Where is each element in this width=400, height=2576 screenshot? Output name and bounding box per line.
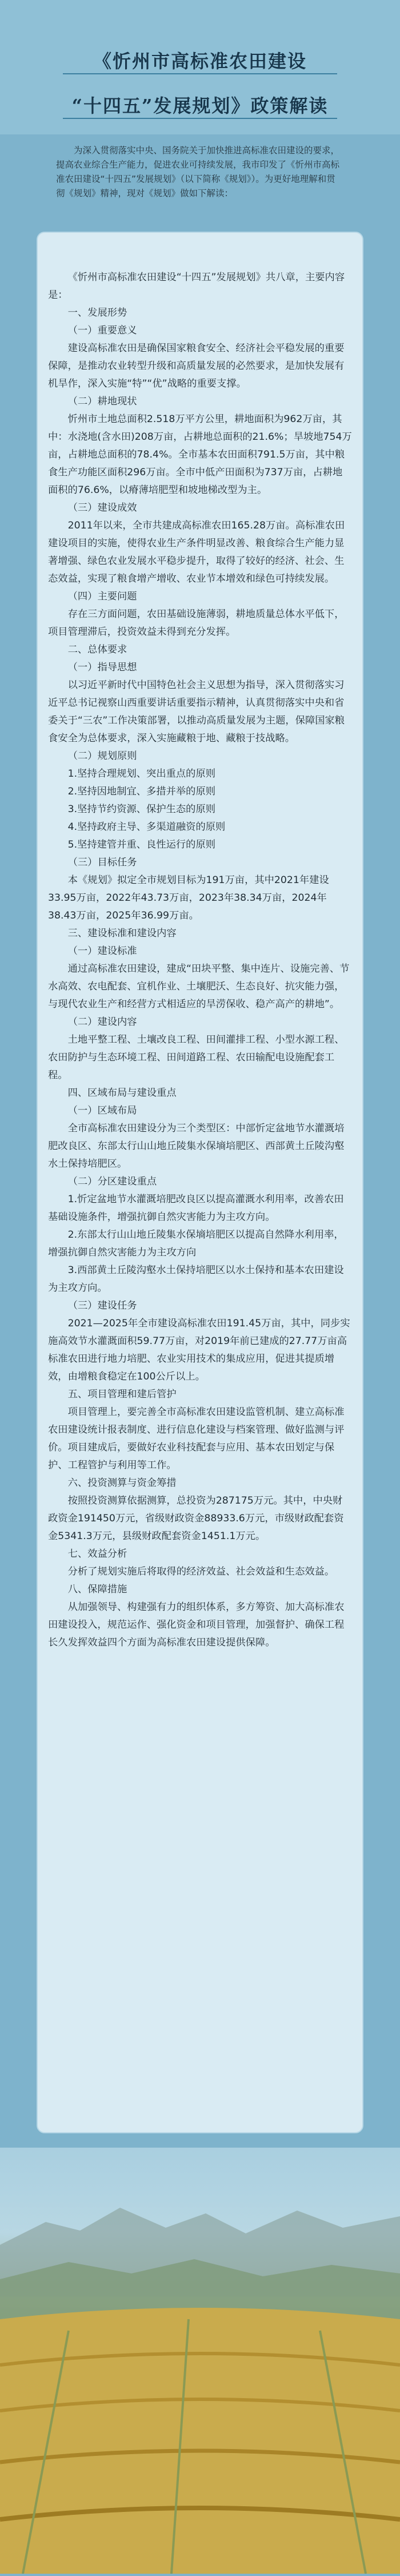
body-paragraph: 从加强领导、构建强有力的组织体系，多方筹资、加大高标准农田建设投入，规范运作、强化资金和项目管理，加强督护、确保工程长久发挥效益四个方面为高标准农田建设提供保障。 [48,1601,345,1648]
body-paragraph: 按照投资测算依据测算，总投资为287175万元。其中，中央财政资金191450万元，省级财政资金88933.6万元，市级财政配套资金5341.3万元，县级财政配套资金1451.1万元。 [48,1495,344,1542]
principle-item: 1.坚持合理规划、突出重点的原则 [67,768,216,780]
body-paragraph: 以习近平新时代中国特色社会主义思想为指导，深入贯彻落实习近平总书记视察山西重要讲话重要指示精神，认真贯彻落实中央和省委关于“三农”工作决策部署，以推动高质量发展为主题，保障国家粮食安全为总体要求，深入实施藏粮于地、藏粮于技战略。 [48,679,345,744]
section-heading: 六、投资测算与资金筹措 [67,1477,177,1489]
body-paragraph: 存在三方面问题，农田基础设施薄弱，耕地质量总体水平低下，项目管理滞后，投资效益未得到充分发挥。 [48,609,345,638]
subsection-heading: （一）区域布局 [67,1105,137,1116]
farmland-scene [0,2148,400,2574]
page-title-line-1: 《忻州市高标准农田建设 [93,50,307,72]
subsection-heading: （二）规划原则 [67,750,137,762]
principle-item: 3.坚持节约资源、保护生态的原则 [67,804,216,815]
intro-paragraph: 为深入贯彻落实中央、国务院关于加快推进高标准农田建设的要求，提高农业综合生产能力，促进农业可持续发展，我市印发了《忻州市高标准农田建设“十四五”发展规划》（以下简称《规划》）。为更好地理解和贯彻《规划》精神，现对《规划》做如下解读： [56,145,340,198]
section-heading: 二、总体要求 [67,644,127,655]
subsection-heading: （三）建设任务 [67,1300,137,1311]
section-heading: 四、区域布局与建设重点 [67,1087,177,1099]
principle-item: 4.坚持政府主导、多渠道融资的原则 [67,821,226,833]
body-paragraph: 2011年以来，全市共建成高标准农田165.28万亩。高标准农田建设项目的实施，使得农业生产条件明显改善、粮食综合生产能力显著增强、绿色农业发展水平稳步提升，取得了较好的经济、社会、生态效益，实现了粮食增产增收、农业节本增效和绿色可持续发展。 [48,520,345,585]
body-paragraph: 土地平整工程、土壤改良工程、田间灌排工程、小型水源工程、农田防护与生态环境工程、田间道路工程、农田输配电设施配套工程。 [48,1034,345,1081]
body-paragraph: 忻州市土地总面积2.518万平方公里，耕地面积为962万亩，其中：水浇地(含水田)208万亩，占耕地总面积的21.6%；旱坡地754万亩，占耕地总面积的78.4%。全市基本农田面积791.5万亩，其中粮食生产功能区面积296万亩。全市中低产田面积为737万亩，占耕地面积的76.6%，以瘠薄培肥型和坡地梯改型为主。 [48,414,352,496]
page-title-line-2: “十四五”发展规划》政策解读 [71,95,329,117]
body-paragraph: 《忻州市高标准农田建设“十四五”发展规划》共八章，主要内容是： [48,272,345,301]
subsection-heading: （四）主要问题 [67,591,137,602]
farmland-illustration [0,2148,400,2574]
subsection-heading: （一）重要意义 [67,325,137,336]
body-paragraph: 3.西部黄土丘陵沟壑水土保持培肥区以水土保持和基本农田建设为主攻方向。 [48,1265,344,1294]
subsection-heading: （二）耕地现状 [67,396,137,407]
principle-item: 2.坚持因地制宜、多措并举的原则 [67,786,216,797]
principle-item: 5.坚持建管并重、良性运行的原则 [67,839,216,850]
section-heading: 一、发展形势 [67,307,127,319]
subsection-heading: （一）指导思想 [67,662,137,673]
body-paragraph: 分析了规划实施后将取得的经济效益、社会效益和生态效益。 [67,1566,335,1577]
subsection-heading: （三）目标任务 [67,857,137,868]
subsection-heading: （三）建设成效 [67,502,137,514]
policy-content [48,269,352,1652]
title-divider [63,73,337,74]
body-paragraph: 2021—2025年全市建设高标准农田191.45万亩，其中，同步实施高效节水灌溉面积59.77万亩，对2019年前已建成的27.77万亩高标准农田进行地力培肥、农业实用技术的集成应用，促进其提质增效，由增粮食稳定在100公斤以上。 [48,1318,350,1382]
subsection-heading: （二）分区建设重点 [67,1176,157,1187]
subsection-heading: （一）建设标准 [67,945,137,957]
body-paragraph: 本《规划》拟定全市规划目标为191万亩，其中2021年建设33.95万亩，2022年43.73万亩，2023年38.34万亩，2024年38.43万亩，2025年36.99万亩。 [48,874,329,921]
body-paragraph: 2.东部太行山山地丘陵集水保墒培肥区以提高自然降水利用率，增强抗御自然灾害能力为主攻方向 [48,1229,344,1258]
body-paragraph: 建设高标准农田是确保国家粮食安全、经济社会平稳发展的重要保障，是推动农业转型升级和高质量发展的必然要求，是加快发展有机旱作，深入实施“特”“优”战略的重要支撑。 [48,343,345,389]
section-heading: 五、项目管理和建后管护 [67,1389,177,1400]
body-paragraph: 1.忻定盆地节水灌溉培肥改良区以提高灌溉水利用率，改善农田基础设施条件，增强抗御自然灾害能力为主攻方向。 [48,1194,344,1223]
body-paragraph: 项目管理上，要完善全市高标准农田建设监管机制、建立高标准农田建设统计报表制度、进行信息化建设与档案管理、做好监测与评价。项目建成后，要做好农业科技配套与应用、基本农田划定与保护、工程管护与利用等工作。 [48,1406,345,1471]
section-heading: 三、建设标准和建设内容 [67,928,177,939]
header-banner [0,0,400,134]
section-heading: 八、保障措施 [67,1584,127,1595]
section-heading: 七、效益分析 [67,1548,127,1560]
body-paragraph: 通过高标准农田建设，建成“田块平整、集中连片、设施完善、节水高效、农电配套、宜机作业、土壤肥沃、生态良好、抗灾能力强，与现代农业生产和经营方式相适应的旱涝保收、稳产高产的耕地”。 [48,963,350,1010]
subsection-heading: （二）建设内容 [67,1016,137,1028]
body-paragraph: 全市高标准农田建设分为三个类型区：中部忻定盆地节水灌溉培肥改良区、东部太行山山地丘陵集水保墒培肥区、西部黄土丘陵沟壑水土保持培肥区。 [48,1123,345,1170]
title-divider [63,118,337,119]
